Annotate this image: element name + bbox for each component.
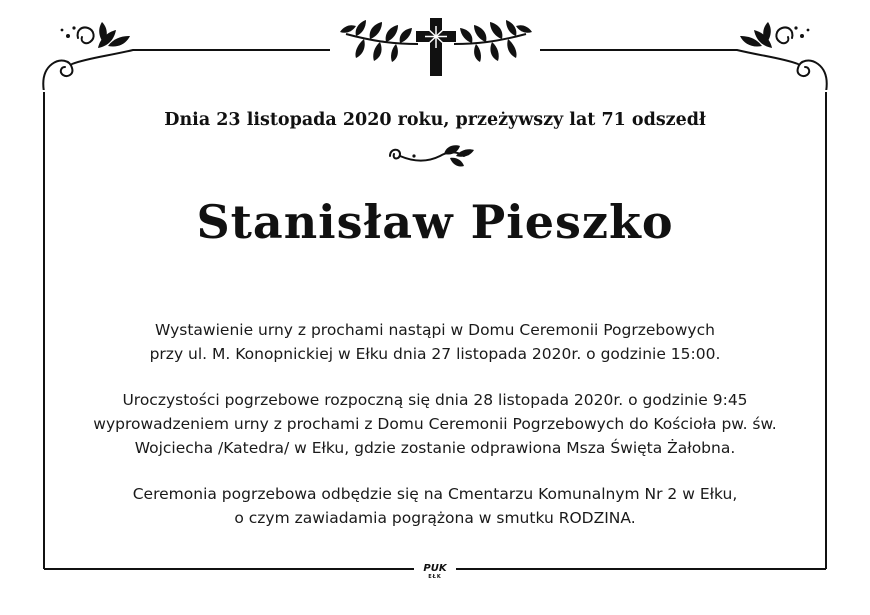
floral-corner-right-icon [732,18,832,90]
puk-logo [418,563,452,580]
flourish-divider-icon [384,142,486,172]
paragraph-viewing: Wystawienie urny z prochami nastąpi w Domu Ceremonii Pogrzebowych przy ul. M. Konopnickiej w Ełku dnia 27 listopada 2020r. o godzinie 15:00. [149,321,721,363]
deceased-name: Stanisław Pieszko [196,195,674,249]
logo-sub-text: EŁK [428,574,442,580]
paragraph-burial: Ceremonia pogrzebowa odbędzie się na Cmentarzu Komunalnym Nr 2 w Ełku, o czym zawiadamia pogrążona w smutku RODZINA. [132,485,738,527]
cross-with-laurel-icon [336,14,536,78]
logo-main-text: PUK [423,563,447,574]
paragraph-ceremony: Uroczystości pogrzebowe rozpoczną się dnia 28 listopada 2020r. o godzinie 9:45 wyprowadzeniem urny z prochami z Domu Ceremonii Pogrzebowych do Kościoła pw. św. Wojciecha /Katedra/ w Ełku, gdzie zostanie odprawiona Msza Święta Żałobna. [93,391,777,457]
intro-line: Dnia 23 listopada 2020 roku, przeżywszy lat 71 odszedł [164,110,706,130]
floral-corner-left-icon [38,18,138,90]
notice-body [60,318,810,552]
